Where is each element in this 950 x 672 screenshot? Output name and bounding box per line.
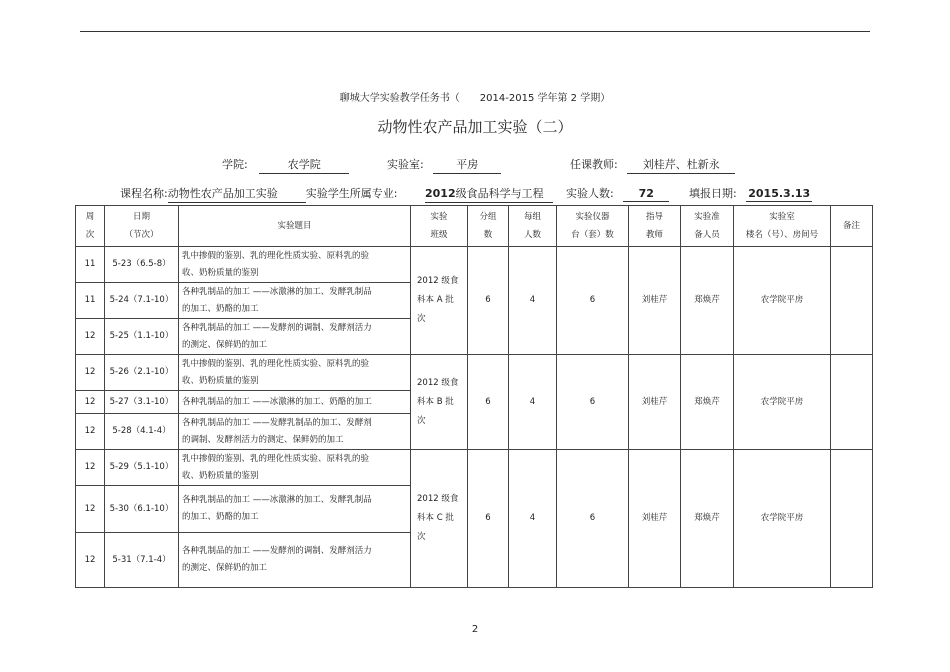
teacher-cell: 刘桂芹: [629, 355, 681, 450]
topic-cell: 各种乳制品的加工 ——冰激淋的加工、发酵乳制品 的加工、奶酪的加工: [179, 283, 411, 319]
equipment-cell: 6: [557, 247, 629, 355]
per-group-cell: 4: [509, 355, 557, 450]
header-class: 实验 班级: [411, 206, 468, 247]
topic-cell: 各种乳制品的加工 ——发酵剂的调制、发酵剂活力 的测定、保鲜奶的加工: [179, 533, 411, 588]
week-cell: 11: [76, 247, 105, 283]
header-room: 实验室 楼名（号）、房间号: [734, 206, 831, 247]
class-cell: 2012 级食 科本 C 批 次: [411, 450, 468, 588]
prep-cell: 郑焕芹: [681, 355, 734, 450]
topic-cell: 各种乳制品的加工 ——发酵乳制品的加工、发酵剂 的调制、发酵剂活力的测定、保鲜奶的加工: [179, 414, 411, 450]
major-value: 2012级食品科学与工程: [425, 185, 553, 203]
table-header-row: [76, 206, 873, 247]
teacher-field: 任课教师: 刘桂芹、杜新永: [570, 156, 735, 174]
schedule-table: [75, 205, 873, 588]
date-cell: 5-24（7.1-10）: [105, 283, 179, 319]
topic-cell: 乳中掺假的鉴别、乳的理化性质实验、原料乳的验 收、奶粉质量的鉴别: [179, 355, 411, 391]
prep-cell: 郑焕芹: [681, 247, 734, 355]
lab-value: 平房: [433, 156, 501, 174]
lab-field: 实验室: 平房: [387, 156, 501, 174]
count-field: 实验人数: 72: [566, 185, 669, 202]
course-heading: 动物性农产品加工实验（二）: [377, 118, 573, 136]
college-value: 农学院: [259, 156, 349, 174]
date-cell: 5-27（3.1-10）: [105, 391, 179, 414]
header-equipment: 实验仪器 台（套）数: [557, 206, 629, 247]
note-cell: [831, 247, 873, 355]
header-note: 备注: [831, 206, 873, 247]
table-row: [76, 247, 873, 283]
class-cell: 2012 级食 科本 B 批 次: [411, 355, 468, 450]
equipment-cell: 6: [557, 355, 629, 450]
title-left: 聊城大学实验教学任务书（: [339, 93, 460, 104]
table-row: [76, 355, 873, 391]
equipment-cell: 6: [557, 450, 629, 588]
note-cell: [831, 355, 873, 450]
header-groups: 分组 数: [468, 206, 509, 247]
date-cell: 5-28（4.1-4）: [105, 414, 179, 450]
week-cell: 12: [76, 355, 105, 391]
course-value: 动物性农产品加工实验: [168, 185, 306, 203]
teacher-cell: 刘桂芹: [629, 247, 681, 355]
topic-cell: 各种乳制品的加工 ——冰激淋的加工、发酵乳制品 的加工、奶酪的加工: [179, 486, 411, 533]
per-group-cell: 4: [509, 450, 557, 588]
date-cell: 5-30（6.1-10）: [105, 486, 179, 533]
topic-cell: 乳中掺假的鉴别、乳的理化性质实验、原料乳的验 收、奶粉质量的鉴别: [179, 247, 411, 283]
header-date: 日期 （节次）: [105, 206, 179, 247]
week-cell: 12: [76, 486, 105, 533]
date-cell: 5-26（2.1-10）: [105, 355, 179, 391]
note-cell: [831, 450, 873, 588]
header-week: 周 次: [76, 206, 105, 247]
week-cell: 12: [76, 414, 105, 450]
header-teacher: 指导 教师: [629, 206, 681, 247]
room-cell: 农学院平房: [734, 247, 831, 355]
class-cell: 2012 级食 科本 A 批 次: [411, 247, 468, 355]
header-per-group: 每组 人数: [509, 206, 557, 247]
room-cell: 农学院平房: [734, 450, 831, 588]
topic-cell: 各种乳制品的加工 ——冰激淋的加工、奶酪的加工: [179, 391, 411, 414]
header-topic: 实验题目: [179, 206, 411, 247]
week-cell: 12: [76, 450, 105, 486]
groups-cell: 6: [468, 450, 509, 588]
title-right: 2014-2015 学年第 2 学期）: [479, 93, 611, 104]
date-cell: 5-25（1.1-10）: [105, 319, 179, 355]
major-field: [425, 185, 553, 203]
table-row: [76, 450, 873, 486]
document-title: [0, 89, 950, 104]
date-cell: 5-31（7.1-4）: [105, 533, 179, 588]
teacher-value: 刘桂芹、杜新永: [627, 156, 735, 174]
week-cell: 11: [76, 283, 105, 319]
count-value: 72: [623, 187, 669, 202]
week-cell: 12: [76, 533, 105, 588]
header-rule: [80, 31, 870, 32]
header-prep: 实验准 备人员: [681, 206, 734, 247]
per-group-cell: 4: [509, 247, 557, 355]
college-field: 学院: 农学院: [222, 156, 349, 174]
week-cell: 12: [76, 391, 105, 414]
course-field: 课程名称:动物性农产品加工实验 实验学生所属专业:: [120, 185, 397, 203]
room-cell: 农学院平房: [734, 355, 831, 450]
teacher-cell: 刘桂芹: [629, 450, 681, 588]
date-field: 填报日期: 2015.3.13: [689, 185, 812, 202]
date-cell: 5-23（6.5-8）: [105, 247, 179, 283]
date-cell: 5-29（5.1-10）: [105, 450, 179, 486]
date-value: 2015.3.13: [746, 187, 812, 202]
prep-cell: 郑焕芹: [681, 450, 734, 588]
topic-cell: 各种乳制品的加工 ——发酵剂的调制、发酵剂活力 的测定、保鲜奶的加工: [179, 319, 411, 355]
page-number: 2: [471, 624, 479, 635]
week-cell: 12: [76, 319, 105, 355]
topic-cell: 乳中掺假的鉴别、乳的理化性质实验、原料乳的验 收、奶粉质量的鉴别: [179, 450, 411, 486]
groups-cell: 6: [468, 247, 509, 355]
groups-cell: 6: [468, 355, 509, 450]
